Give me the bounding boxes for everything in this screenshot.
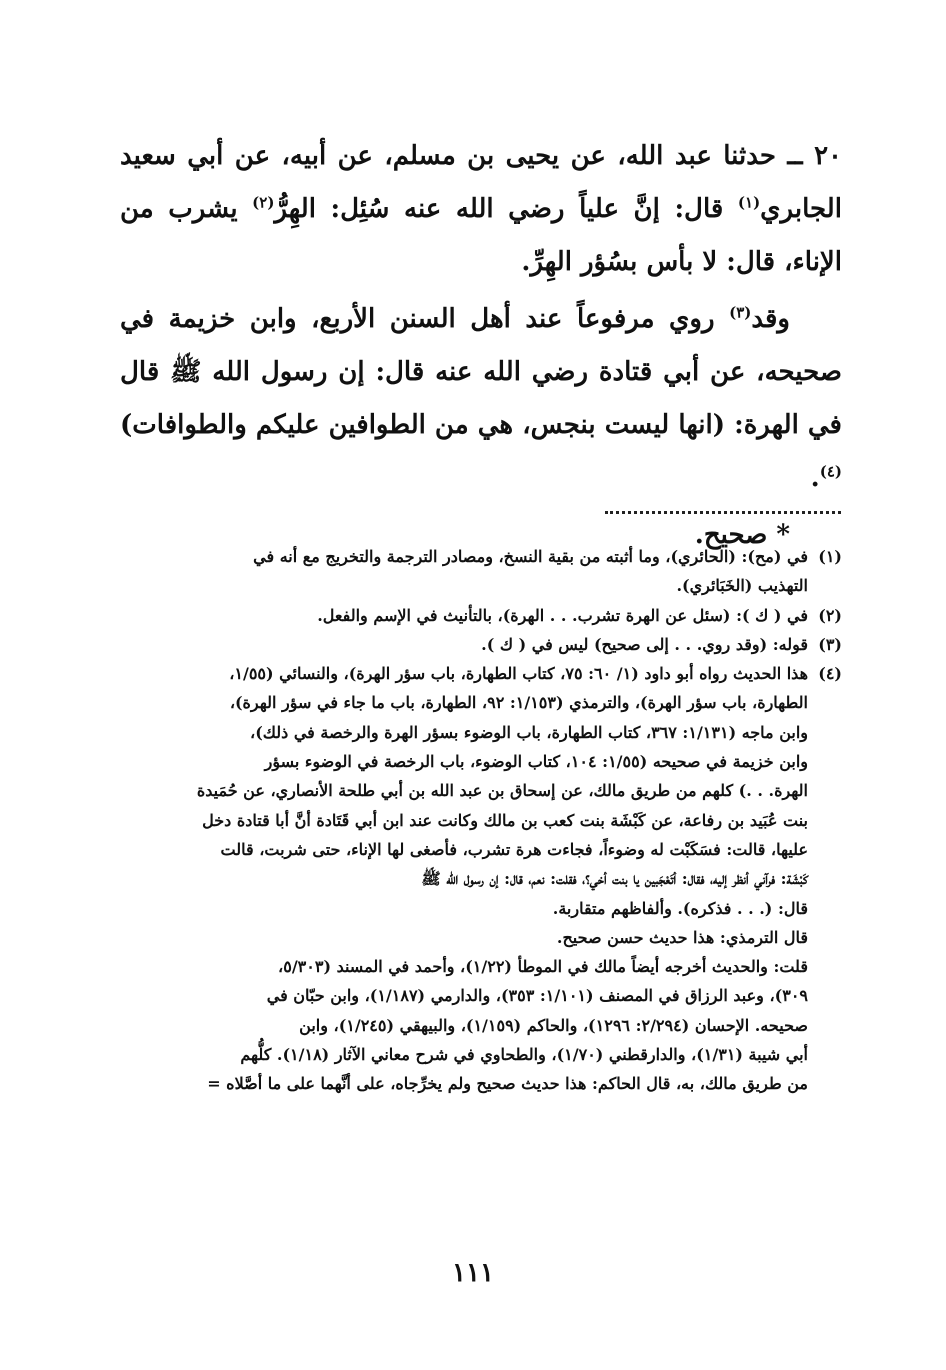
footnote-line: من طريق مالك، به، قال الحاكم: هذا حديث صحيح ولم يخرِّجاه، على أنَّهما على ما أصَّلاه = bbox=[207, 1074, 808, 1094]
footnote-body bbox=[114, 542, 808, 601]
hadith-text-1: ٢٠ ــ حدثنا عبد الله، عن يحيى بن مسلم، عن أبيه، عن أبي سعيد الجابري bbox=[120, 141, 842, 224]
footnote-number: (٣) bbox=[818, 634, 842, 654]
footnote-ref-1: (١) bbox=[737, 193, 761, 212]
footnotes-section bbox=[114, 542, 842, 1099]
footnote-line: التهذيب (الخَبَائري). bbox=[676, 576, 808, 596]
grading-verdict: * صحيح. bbox=[694, 520, 790, 550]
footnote-line: قال الترمذي: هذا حديث حسن صحيح. bbox=[556, 927, 808, 947]
footnote-line: وابن ماجه (١/١٣١: ٣٦٧، كتاب الطهارة، باب الوضوء بسؤر الهرة والرخصة في ذلك)، bbox=[250, 722, 808, 742]
footnote-ref-4: (٤) bbox=[819, 462, 842, 481]
footnote-separator bbox=[605, 511, 841, 514]
footnote-body bbox=[114, 630, 808, 659]
footnote-2 bbox=[114, 601, 842, 630]
hadith-text-2: قال: إنَّ علياً رضي الله عنه سُئِل: الهِرُّ bbox=[274, 194, 724, 224]
footnote-line: عليها، قالت: فسَكَبْت له وضوءاً، فجاءت هرة تشرب، فأصغى لها الإناء، حتى شربت، قالت bbox=[220, 839, 808, 859]
commentary-text-1: وقد bbox=[751, 304, 790, 334]
hadith-body bbox=[120, 130, 842, 561]
footnote-number: (١) bbox=[818, 547, 842, 566]
footnote-number: (٤) bbox=[818, 664, 842, 684]
footnote-line: في ( ك ): (سئل عن الهرة تشرب. . . الهرة)، بالتأنيث في الإسم والفعل. bbox=[317, 605, 808, 625]
commentary-text-2: روي مرفوعاً عند أهل السنن الأربع، وابن خزيمة في صحيحه، عن أبي قتادة رضي الله عنه قال: إن رسول الله ﷺ قال في الهرة: (انها ليست بنجس، هي من الطوافين عليكم والطوافات) bbox=[120, 304, 842, 440]
hadith-paragraph bbox=[120, 130, 842, 289]
hadith-text-3: يشرب من الإناء، قال: لا بأس بسُؤر الهِرِّ. bbox=[120, 194, 842, 277]
footnote-1 bbox=[114, 542, 842, 601]
footnote-line: هذا الحديث رواه أبو داود (١/ ٦٠: ٧٥، كتاب الطهارة، باب سؤر الهرة)، والنسائي (١/٥٥، bbox=[229, 664, 808, 684]
footnote-body bbox=[114, 601, 808, 630]
footnote-line: الهرة. . .) كلهم من طريق مالك، عن إسحاق بن عبد الله بن أبي طلحة الأنصاري، عن حُمَيدة bbox=[196, 781, 808, 801]
footnote-line: قال: (. . . فذكره). وألفاظهم متقاربة. bbox=[552, 898, 808, 918]
footnote-line: ٣٠٩)، وعبد الرزاق في المصنف (١/١٠١: ٣٥٣)، والدارمي (١/١٨٧)، وابن حبّان في bbox=[266, 986, 808, 1006]
footnote-line: كَبْشَة: فرآني أنظر إليه، فقال: أتَعْجَبين يا بنت أخي؟، فقلت: نعم، قال: إن رسول الله ﷺ bbox=[421, 869, 808, 889]
footnote-line: أبي شيبة (١/٣١)، والدارقطني (١/٧٠)، والطحاوي في شرح معاني الآثار (١/١٨). كلُّهم bbox=[240, 1045, 808, 1065]
commentary-paragraph bbox=[120, 293, 842, 505]
footnote-line: بنت عُبَيد بن رفاعة، عن كَبْشَة بنت كعب بن مالك وكانت عند ابن أبي قَتَادة أنَّ أبا قتادة دخل bbox=[202, 810, 808, 830]
footnote-line: في (مح): (الحائري)، وما أثبته من بقية النسخ، ومصادر الترجمة والتخريج مع أنه في bbox=[253, 547, 808, 566]
footnote-number: (٢) bbox=[818, 605, 842, 625]
footnote-line: وابن خزيمة في صحيحه (١/٥٥: ١٠٤، كتاب الوضوء، باب الرخصة في الوضوء بسؤر bbox=[264, 752, 808, 772]
footnote-line: قوله: (وقد روي. . . إلى صحيح) ليس في ( ك ). bbox=[481, 634, 808, 654]
footnote-line: قلت: والحديث أخرجه أيضاً مالك في الموطأ (١/٢٢)، وأحمد في المسند (٥/٣٠٣، bbox=[278, 957, 808, 977]
footnote-ref-3: (٣) bbox=[729, 303, 752, 322]
commentary-text-3: . bbox=[810, 463, 820, 493]
page-number: ١١١ bbox=[452, 1258, 494, 1288]
footnote-4-continuation bbox=[114, 923, 842, 1099]
footnote-ref-2: (٢) bbox=[252, 193, 275, 212]
footnote-4 bbox=[114, 659, 842, 923]
footnote-3 bbox=[114, 630, 842, 659]
footnote-line: الطهارة، باب سؤر الهرة)، والترمذي (١/١٥٣: ٩٢، الطهارة، باب ما جاء في سؤر الهرة)، bbox=[229, 693, 808, 713]
footnote-body bbox=[114, 659, 808, 923]
footnote-line: صحيحه. الإحسان (٢/٢٩٤: ١٢٩٦)، والحاكم (١/١٥٩)، والبيهقي (١/٢٤٥)، وابن bbox=[299, 1015, 808, 1035]
